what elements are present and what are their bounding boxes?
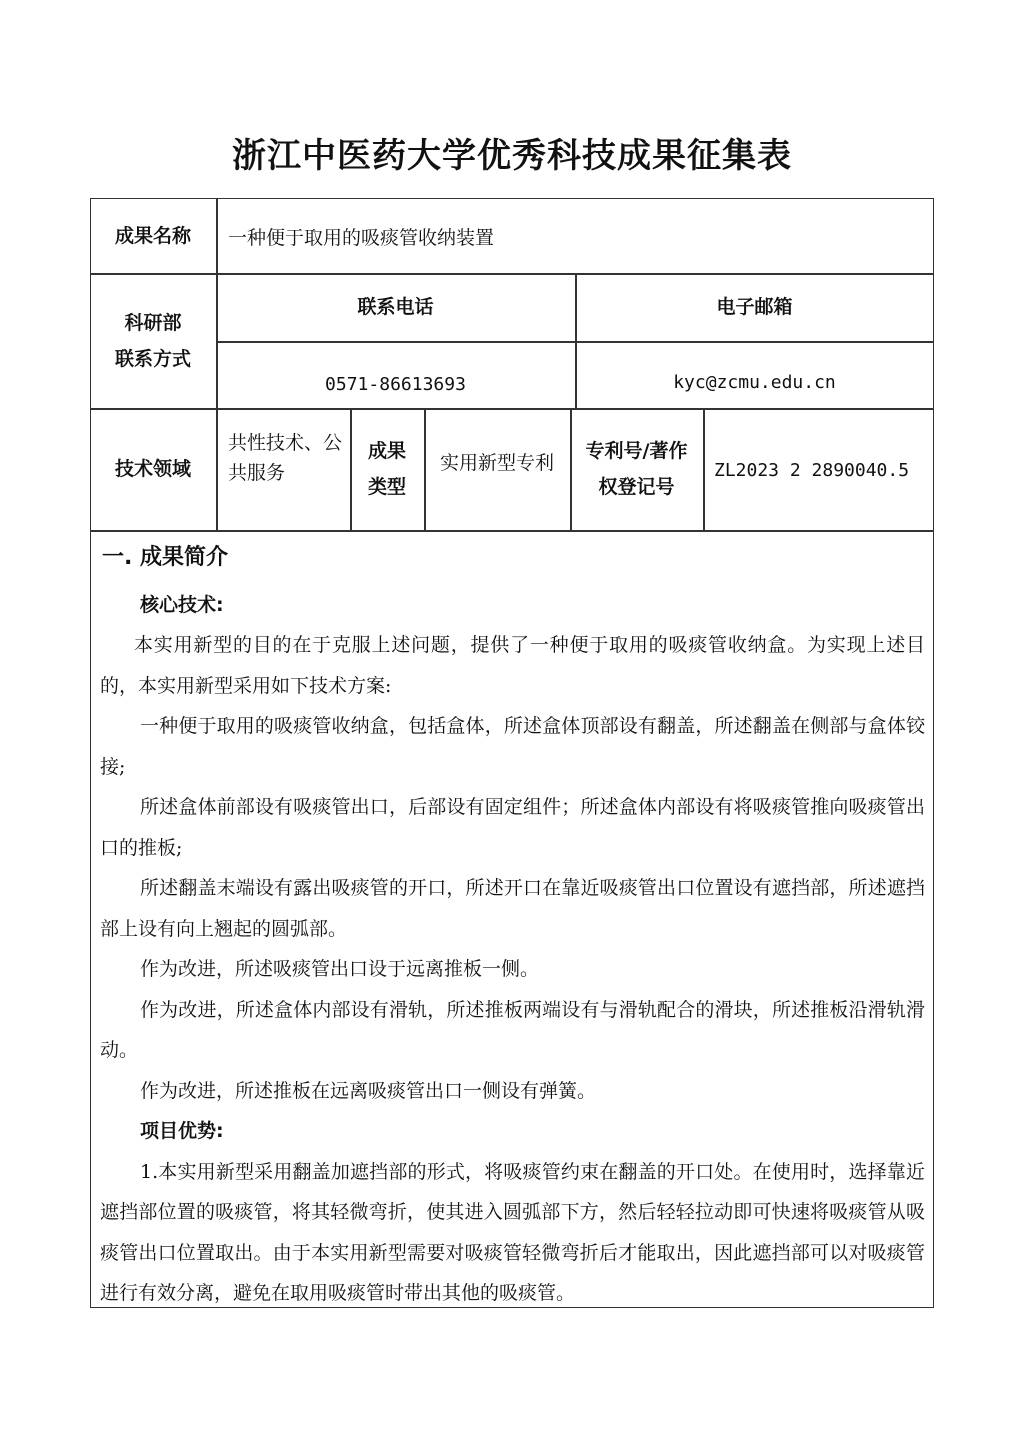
contact-label: [90, 273, 216, 408]
tech-field-label: 技术领域: [114, 458, 191, 480]
core-tech-heading: 核心技术:: [140, 593, 224, 616]
section-heading: 一. 成果简介: [102, 545, 229, 570]
achievement-type-value: 实用新型专利: [439, 452, 554, 474]
achievement-type-label: [350, 408, 424, 530]
paragraph: 一种便于取用的吸痰管收纳盒，包括盒体，所述盒体顶部设有翻盖，所述翻盖在侧部与盒体铰接;: [100, 715, 925, 778]
patent-number-label-line1: 专利号/著作: [585, 440, 688, 462]
paragraph: 1.本实用新型采用翻盖加遮挡部的形式，将吸痰管约束在翻盖的开口处。在使用时，选择靠近遮挡部位置的吸痰管，将其轻微弯折，使其进入圆弧部下方，然后轻轻拉动即可快速将吸痰管从吸痰管出口位置取出。由于本实用新型需要对吸痰管轻微弯折后才能取出，因此遮挡部可以对吸痰管进行有效分离，避免在取用吸痰管时带出其他的吸痰管。: [100, 1160, 925, 1304]
document-title: 浙江中医药大学优秀科技成果征集表: [232, 136, 792, 176]
paragraph: 所述盒体前部设有吸痰管出口，后部设有固定组件；所述盒体内部设有将吸痰管推向吸痰管出口的推板;: [100, 796, 925, 859]
tech-field-value: [228, 428, 350, 498]
patent-number-label-line2: 权登记号: [598, 476, 675, 498]
paragraph: 所述翻盖末端设有露出吸痰管的开口，所述开口在靠近吸痰管出口位置设有遮挡部，所述遮挡部上设有向上翘起的圆弧部。: [100, 877, 925, 940]
tech-field-value-line1: 共性技术、公: [228, 432, 343, 454]
advantage-heading: 项目优势:: [140, 1120, 224, 1142]
email-value: kyc@zcmu.edu.cn: [673, 372, 836, 393]
patent-number-value: ZL2023 2 2890040.5: [714, 460, 910, 481]
achievement-type-label-line2: 类型: [367, 476, 406, 498]
achievement-name-value: 一种便于取用的吸痰管收纳装置: [228, 227, 495, 249]
paragraph: 作为改进，所述吸痰管出口设于远离推板一侧。: [140, 958, 540, 980]
table-rule: [703, 408, 705, 530]
contact-label-line2: 联系方式: [114, 347, 191, 370]
phone-value: 0571-86613693: [325, 374, 466, 395]
paragraph: 作为改进，所述推板在远离吸痰管出口一侧设有弹簧。: [140, 1079, 597, 1102]
achievement-type-label-line1: 成果: [367, 440, 406, 462]
email-header: 电子邮箱: [716, 296, 793, 318]
paragraph: 作为改进，所述盒体内部设有滑轨，所述推板两端设有与滑轨配合的滑块，所述推板沿滑轨滑动。: [100, 998, 925, 1061]
intro-section: [100, 538, 925, 1314]
contact-label-line1: 科研部: [124, 311, 182, 334]
patent-number-label: [570, 408, 703, 530]
tech-field-value-line2: 共服务: [228, 462, 286, 484]
phone-header: 联系电话: [357, 296, 434, 318]
paragraph: 本实用新型的目的在于克服上述问题，提供了一种便于取用的吸痰管收纳盒。为实现上述目的，本实用新型采用如下技术方案:: [100, 634, 925, 697]
achievement-name-label: 成果名称: [114, 224, 191, 247]
